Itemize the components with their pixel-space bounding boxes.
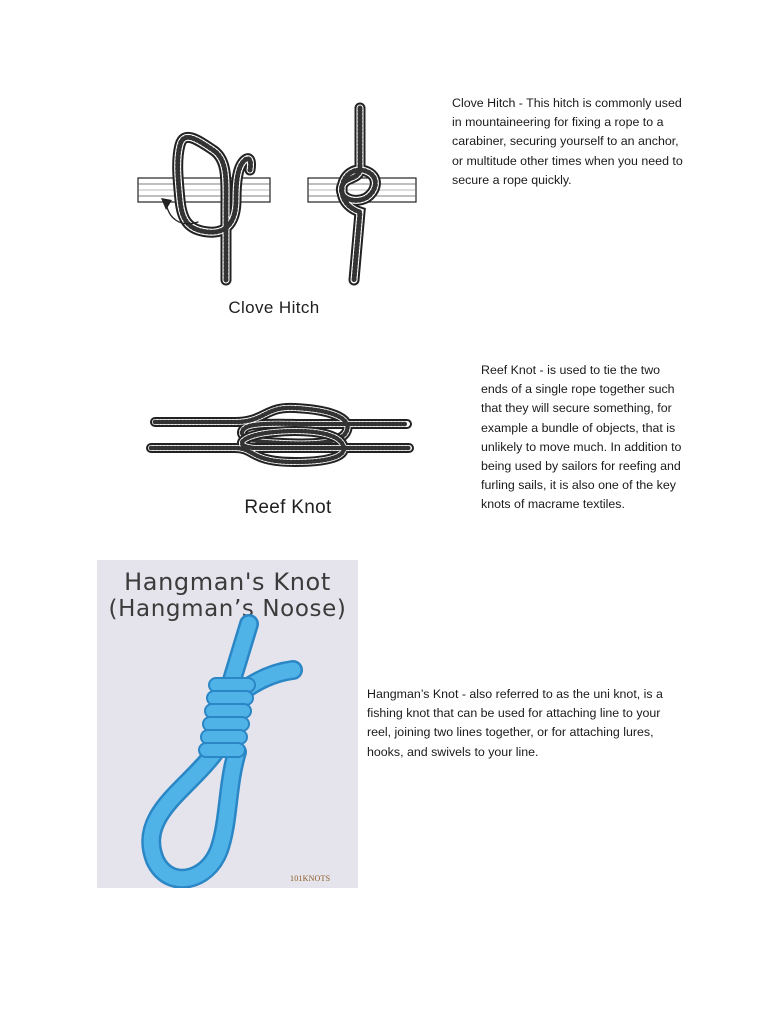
reef-knot-illustration xyxy=(145,400,415,470)
noose-coils xyxy=(199,678,255,757)
hangmans-knot-image xyxy=(97,560,358,888)
hangmans-knot-image-title: Hangman's Knot xyxy=(124,568,331,596)
clove-hitch-description: Clove Hitch - This hitch is commonly used in mountaineering for fixing a rope to a carabiner, securing yourself to an anchor, or multitude other times when you need to secure a rope quickly. xyxy=(452,96,683,187)
reef-knot-caption: Reef Knot xyxy=(244,497,332,518)
left-bar xyxy=(138,178,270,202)
hangmans-knot-image-subtitle: (Hangman’s Noose) xyxy=(108,596,347,622)
clove-hitch-illustration xyxy=(128,100,428,300)
clove-hitch-caption: Clove Hitch xyxy=(228,298,320,317)
left-rope xyxy=(161,137,251,280)
noose-rope xyxy=(97,560,358,888)
reef-knot-description: Reef Knot - is used to tie the two ends of a single rope together such that they will secure something, for example a bundle of objects, that is unlikely to move much. In addition to being used by sailors for reefing and furling sails, it is also one of the key knots of macrame textiles. xyxy=(481,363,682,512)
101knots-logo: 101KNOTS xyxy=(290,874,331,883)
hangmans-knot-description: Hangman’s Knot - also referred to as the uni knot, is a fishing knot that can be used for attaching line to your reel, joining two lines together, or for attaching lures, hooks, and swivels to your line. xyxy=(367,687,663,759)
